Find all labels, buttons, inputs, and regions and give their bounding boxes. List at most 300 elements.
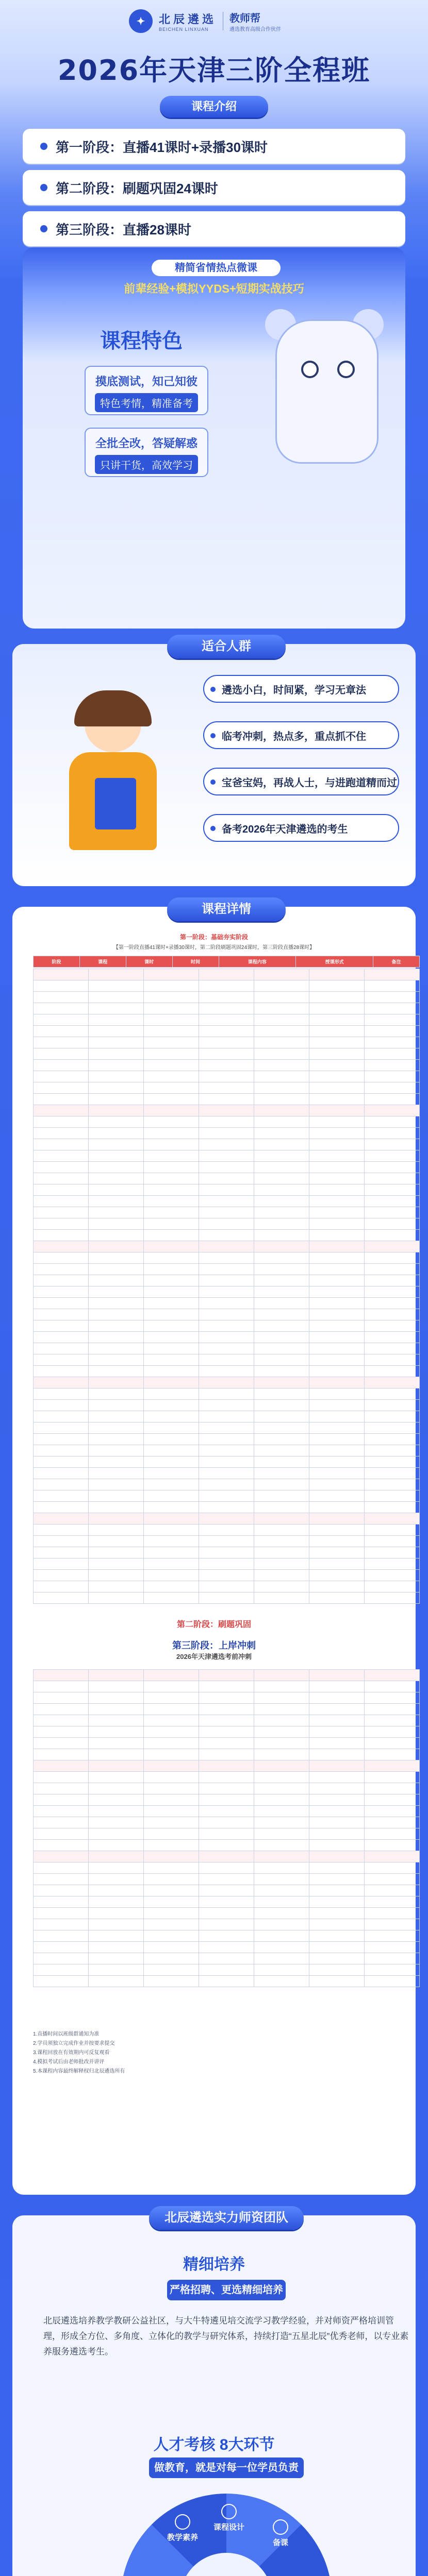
table-row bbox=[34, 1738, 420, 1749]
table-cell bbox=[199, 1434, 254, 1445]
table-cell bbox=[199, 1964, 254, 1976]
table-cell bbox=[144, 1218, 199, 1230]
table-cell bbox=[34, 1060, 89, 1071]
logo-cn: 北辰遴选 bbox=[159, 12, 217, 26]
table-cell bbox=[199, 1218, 254, 1230]
table-cell bbox=[309, 1456, 365, 1468]
table-cell bbox=[254, 1094, 309, 1105]
table-cell bbox=[89, 1434, 144, 1445]
table-cell bbox=[199, 1558, 254, 1570]
table-cell bbox=[34, 1794, 89, 1806]
table-cell bbox=[89, 1218, 144, 1230]
table-cell bbox=[365, 1286, 420, 1298]
table-cell bbox=[34, 1332, 89, 1343]
table-cell bbox=[89, 1048, 144, 1060]
table-cell bbox=[89, 1014, 144, 1026]
table-cell bbox=[199, 1162, 254, 1173]
table-cell bbox=[199, 1874, 254, 1885]
table-cell bbox=[309, 1230, 365, 1241]
table-cell bbox=[144, 1048, 199, 1060]
table-cell bbox=[309, 1184, 365, 1196]
table-cell bbox=[199, 1411, 254, 1422]
table-row bbox=[34, 1817, 420, 1828]
table-cell bbox=[309, 1366, 365, 1377]
table-cell bbox=[144, 1592, 199, 1604]
table-cell bbox=[365, 1105, 420, 1116]
table-cell bbox=[254, 1794, 309, 1806]
table-row bbox=[34, 1513, 420, 1524]
table-cell bbox=[34, 1445, 89, 1456]
table-cell bbox=[144, 1184, 199, 1196]
table-cell bbox=[365, 1298, 420, 1309]
table-cell bbox=[89, 1207, 144, 1218]
table-cell bbox=[34, 1116, 89, 1128]
table-cell bbox=[365, 1377, 420, 1388]
table-row bbox=[34, 1332, 420, 1343]
table-cell bbox=[34, 1964, 89, 1976]
table-cell bbox=[144, 1704, 199, 1715]
table-cell bbox=[34, 1760, 89, 1772]
table-cell bbox=[309, 1003, 365, 1014]
table-cell bbox=[144, 1896, 199, 1908]
table-cell bbox=[34, 1128, 89, 1139]
table-cell bbox=[365, 1851, 420, 1862]
table-cell bbox=[89, 1704, 144, 1715]
table-cell bbox=[144, 1196, 199, 1207]
detail-table-body bbox=[33, 969, 420, 1604]
page-title: 2026年天津三阶全程班 bbox=[57, 54, 371, 87]
table-cell bbox=[144, 1354, 199, 1366]
section2-title: 人才考核 8大环节 bbox=[153, 2436, 275, 2453]
table-cell bbox=[144, 1105, 199, 1116]
table-cell bbox=[309, 1298, 365, 1309]
table-cell bbox=[199, 1772, 254, 1783]
table-cell bbox=[309, 1953, 365, 1964]
table-cell bbox=[254, 1434, 309, 1445]
table-cell bbox=[199, 992, 254, 1003]
table-cell bbox=[34, 1422, 89, 1434]
table-cell bbox=[89, 1670, 144, 1681]
table-row bbox=[34, 1896, 420, 1908]
table-cell bbox=[199, 1828, 254, 1840]
table-cell bbox=[199, 1749, 254, 1760]
table-cell bbox=[365, 980, 420, 992]
table-row bbox=[34, 1252, 420, 1264]
table-cell bbox=[34, 1196, 89, 1207]
table-cell bbox=[89, 1445, 144, 1456]
table-cell bbox=[365, 1692, 420, 1704]
table-row bbox=[34, 1953, 420, 1964]
table-cell bbox=[309, 980, 365, 992]
table-row bbox=[34, 1150, 420, 1162]
table-cell bbox=[365, 1953, 420, 1964]
teach-icon bbox=[175, 2514, 190, 2530]
table-cell bbox=[309, 1490, 365, 1502]
table-cell bbox=[89, 1309, 144, 1320]
table-cell bbox=[34, 1026, 89, 1037]
table-cell bbox=[144, 1908, 199, 1919]
table-cell bbox=[309, 1919, 365, 1930]
table-cell bbox=[144, 1749, 199, 1760]
table-row bbox=[34, 1377, 420, 1388]
table-cell bbox=[34, 1681, 89, 1692]
table-cell bbox=[144, 1094, 199, 1105]
table-cell bbox=[309, 1794, 365, 1806]
table-cell bbox=[309, 1502, 365, 1513]
table-cell bbox=[144, 1026, 199, 1037]
table-cell bbox=[89, 1760, 144, 1772]
tag-detail: 课程详情 bbox=[167, 897, 286, 921]
table-cell bbox=[89, 1930, 144, 1942]
table-cell bbox=[309, 1479, 365, 1490]
table-cell bbox=[34, 1524, 89, 1536]
table-row bbox=[34, 1468, 420, 1479]
table-cell bbox=[309, 1885, 365, 1896]
table-cell bbox=[199, 1048, 254, 1060]
table-cell bbox=[254, 1184, 309, 1196]
table-cell bbox=[89, 1343, 144, 1354]
table-cell bbox=[89, 1919, 144, 1930]
table-cell bbox=[34, 1037, 89, 1048]
table-cell bbox=[365, 1964, 420, 1976]
course-line: 前辈经验+模拟YYDS+短期实战技巧 bbox=[124, 282, 304, 295]
table-cell bbox=[254, 1037, 309, 1048]
table-cell bbox=[309, 1139, 365, 1150]
table-cell bbox=[365, 1218, 420, 1230]
table-cell bbox=[199, 1320, 254, 1332]
table-cell bbox=[365, 1173, 420, 1184]
table-cell bbox=[309, 1749, 365, 1760]
table-cell bbox=[144, 1241, 199, 1252]
table-cell bbox=[254, 1479, 309, 1490]
table-cell bbox=[254, 1275, 309, 1286]
table-cell bbox=[199, 1806, 254, 1817]
table-cell bbox=[34, 1817, 89, 1828]
table-cell bbox=[199, 1071, 254, 1082]
table-cell bbox=[199, 1592, 254, 1604]
table-cell bbox=[34, 1434, 89, 1445]
table-cell bbox=[34, 1456, 89, 1468]
table-cell bbox=[144, 1445, 199, 1456]
table-row bbox=[34, 1128, 420, 1139]
table-cell bbox=[309, 1264, 365, 1275]
table-row bbox=[34, 1343, 420, 1354]
table-cell bbox=[89, 1840, 144, 1851]
table-cell bbox=[89, 1230, 144, 1241]
table-cell bbox=[254, 969, 309, 980]
table-cell bbox=[365, 992, 420, 1003]
table-cell bbox=[365, 1840, 420, 1851]
table-cell bbox=[199, 1150, 254, 1162]
table-cell bbox=[89, 1388, 144, 1400]
table-cell bbox=[365, 1885, 420, 1896]
table-cell bbox=[254, 1128, 309, 1139]
table-cell bbox=[89, 1332, 144, 1343]
table-cell bbox=[34, 1094, 89, 1105]
table-cell bbox=[34, 1726, 89, 1738]
table-cell bbox=[365, 1468, 420, 1479]
table-cell bbox=[199, 1681, 254, 1692]
table-cell bbox=[89, 1060, 144, 1071]
table-cell bbox=[89, 1003, 144, 1014]
table-cell bbox=[199, 1275, 254, 1286]
table-cell bbox=[365, 969, 420, 980]
table-cell bbox=[199, 1422, 254, 1434]
table-cell bbox=[89, 1502, 144, 1513]
table-cell bbox=[34, 1150, 89, 1162]
table-row bbox=[34, 1502, 420, 1513]
table-cell bbox=[34, 1772, 89, 1783]
table-cell bbox=[144, 1207, 199, 1218]
table-cell bbox=[254, 1930, 309, 1942]
table-cell bbox=[34, 1014, 89, 1026]
table-cell bbox=[89, 1794, 144, 1806]
table-cell bbox=[309, 1547, 365, 1558]
crowd-item-4: 备考2026年天津遴选的考生 bbox=[203, 814, 399, 842]
table-cell bbox=[89, 1524, 144, 1536]
table-cell bbox=[34, 1218, 89, 1230]
table-cell bbox=[34, 1908, 89, 1919]
table-cell bbox=[365, 1862, 420, 1874]
table-cell bbox=[144, 992, 199, 1003]
table-cell bbox=[309, 1026, 365, 1037]
table-row bbox=[34, 1479, 420, 1490]
tag-course-intro: 课程介绍 bbox=[160, 96, 268, 117]
table-cell bbox=[144, 1670, 199, 1681]
table-row bbox=[34, 1930, 420, 1942]
table-cell bbox=[365, 1479, 420, 1490]
table-cell bbox=[365, 1014, 420, 1026]
table-row bbox=[34, 1173, 420, 1184]
table-cell bbox=[365, 1536, 420, 1547]
table-cell bbox=[89, 992, 144, 1003]
table-cell bbox=[254, 1558, 309, 1570]
table-cell bbox=[309, 1445, 365, 1456]
table-cell bbox=[144, 1275, 199, 1286]
table-cell bbox=[365, 1919, 420, 1930]
table-cell bbox=[89, 1150, 144, 1162]
table-cell bbox=[89, 1196, 144, 1207]
table-cell bbox=[144, 1139, 199, 1150]
table-cell bbox=[34, 1738, 89, 1749]
table-cell bbox=[34, 1806, 89, 1817]
table-row bbox=[34, 1592, 420, 1604]
table-cell bbox=[365, 1184, 420, 1196]
stage2-title: 第二阶段：刷题巩固 bbox=[176, 1620, 251, 1629]
table-cell bbox=[144, 1037, 199, 1048]
table-cell bbox=[254, 1964, 309, 1976]
table-cell bbox=[199, 1479, 254, 1490]
table-cell bbox=[254, 1252, 309, 1264]
table-cell bbox=[365, 1942, 420, 1953]
table-cell bbox=[254, 1060, 309, 1071]
hero bbox=[0, 0, 428, 278]
table-row bbox=[34, 1434, 420, 1445]
table-cell bbox=[89, 1037, 144, 1048]
course-head: 精简省情热点微课 bbox=[152, 260, 281, 276]
table-cell bbox=[309, 1817, 365, 1828]
table-cell bbox=[309, 1082, 365, 1094]
table-cell bbox=[309, 1173, 365, 1184]
table-cell bbox=[309, 1332, 365, 1343]
table-cell bbox=[309, 1930, 365, 1942]
table-cell bbox=[365, 1749, 420, 1760]
table-row bbox=[34, 1570, 420, 1581]
table-row bbox=[34, 1388, 420, 1400]
table-cell bbox=[199, 1252, 254, 1264]
table-cell bbox=[199, 1692, 254, 1704]
table-cell bbox=[254, 1332, 309, 1343]
table-cell bbox=[365, 1547, 420, 1558]
prepare-icon bbox=[273, 2519, 288, 2535]
table-cell bbox=[254, 1071, 309, 1082]
logo-icon: ✦ bbox=[129, 9, 153, 33]
table-cell bbox=[254, 1048, 309, 1060]
table-cell bbox=[34, 1411, 89, 1422]
table-cell bbox=[365, 1570, 420, 1581]
table-row bbox=[34, 1919, 420, 1930]
table-row bbox=[34, 1749, 420, 1760]
table-cell bbox=[144, 1547, 199, 1558]
table-cell bbox=[199, 1726, 254, 1738]
table-cell bbox=[34, 1388, 89, 1400]
table-cell bbox=[309, 1411, 365, 1422]
table-cell bbox=[89, 1772, 144, 1783]
table-cell bbox=[144, 1862, 199, 1874]
table-cell bbox=[365, 1524, 420, 1536]
table-cell bbox=[365, 1094, 420, 1105]
table-cell bbox=[309, 1048, 365, 1060]
table-cell bbox=[34, 1896, 89, 1908]
table-cell bbox=[34, 1230, 89, 1241]
table-row bbox=[34, 1241, 420, 1252]
table-cell bbox=[34, 1547, 89, 1558]
table-cell bbox=[144, 1150, 199, 1162]
table-cell bbox=[254, 1456, 309, 1468]
table-cell bbox=[199, 1908, 254, 1919]
table-row bbox=[34, 1524, 420, 1536]
table-cell bbox=[365, 1760, 420, 1772]
table-cell bbox=[144, 1828, 199, 1840]
table-cell bbox=[365, 1422, 420, 1434]
table-cell bbox=[365, 1388, 420, 1400]
table-cell bbox=[365, 1060, 420, 1071]
table-cell bbox=[309, 1681, 365, 1692]
table-cell bbox=[34, 1139, 89, 1150]
table-cell bbox=[254, 1817, 309, 1828]
table-cell bbox=[144, 1726, 199, 1738]
table-cell bbox=[365, 1783, 420, 1794]
table-cell bbox=[254, 1241, 309, 1252]
table-cell bbox=[144, 980, 199, 992]
table-cell bbox=[254, 1468, 309, 1479]
table-cell bbox=[89, 1162, 144, 1173]
table-cell bbox=[309, 1218, 365, 1230]
table-cell bbox=[34, 1715, 89, 1726]
table-cell bbox=[365, 1150, 420, 1162]
table-cell bbox=[309, 1828, 365, 1840]
table-cell bbox=[254, 1570, 309, 1581]
table-cell bbox=[309, 1354, 365, 1366]
table-cell bbox=[89, 1817, 144, 1828]
table-cell bbox=[254, 1139, 309, 1150]
table-cell bbox=[309, 1116, 365, 1128]
table-cell bbox=[309, 1094, 365, 1105]
bullet-icon bbox=[40, 184, 47, 191]
table-cell bbox=[309, 1908, 365, 1919]
table-cell bbox=[89, 1298, 144, 1309]
table-cell bbox=[309, 1014, 365, 1026]
table-cell bbox=[89, 1116, 144, 1128]
table-cell bbox=[144, 1570, 199, 1581]
table-cell bbox=[309, 1704, 365, 1715]
table-cell bbox=[365, 1207, 420, 1218]
table-cell bbox=[309, 1309, 365, 1320]
table-cell bbox=[254, 1196, 309, 1207]
table-cell bbox=[144, 1116, 199, 1128]
tag-crowd: 适合人群 bbox=[167, 635, 286, 658]
table-cell bbox=[254, 1014, 309, 1026]
table-cell bbox=[309, 1060, 365, 1071]
table-cell bbox=[144, 1366, 199, 1377]
table-cell bbox=[309, 1783, 365, 1794]
table-cell bbox=[89, 1354, 144, 1366]
table-cell bbox=[254, 1116, 309, 1128]
table-cell bbox=[199, 1760, 254, 1772]
table-cell bbox=[309, 1840, 365, 1851]
table-cell bbox=[144, 969, 199, 980]
table-row bbox=[34, 1218, 420, 1230]
table-row bbox=[34, 1139, 420, 1150]
table-cell bbox=[199, 1343, 254, 1354]
table-cell bbox=[34, 1749, 89, 1760]
table-cell bbox=[199, 1862, 254, 1874]
table-cell bbox=[199, 1783, 254, 1794]
table-cell bbox=[365, 1681, 420, 1692]
table-row bbox=[34, 1264, 420, 1275]
table-cell bbox=[199, 1547, 254, 1558]
table-cell bbox=[89, 1581, 144, 1592]
table-cell bbox=[199, 1400, 254, 1411]
table-cell bbox=[89, 1264, 144, 1275]
table-cell bbox=[254, 1851, 309, 1862]
table-cell bbox=[34, 1874, 89, 1885]
table-cell bbox=[89, 1547, 144, 1558]
table-cell bbox=[89, 1828, 144, 1840]
table-cell bbox=[254, 1230, 309, 1241]
table-row bbox=[34, 1547, 420, 1558]
table-cell bbox=[89, 1422, 144, 1434]
table-row bbox=[34, 1422, 420, 1434]
table-cell bbox=[144, 1377, 199, 1388]
table-cell bbox=[199, 1309, 254, 1320]
table-cell bbox=[144, 1343, 199, 1354]
table-cell bbox=[144, 1014, 199, 1026]
table-row bbox=[34, 1783, 420, 1794]
table-cell bbox=[309, 1581, 365, 1592]
table-cell bbox=[365, 1241, 420, 1252]
table-cell bbox=[365, 1490, 420, 1502]
table-cell bbox=[365, 1320, 420, 1332]
table-cell bbox=[199, 1468, 254, 1479]
table-cell bbox=[34, 1479, 89, 1490]
table-cell bbox=[309, 1942, 365, 1953]
table-cell bbox=[254, 1908, 309, 1919]
table-cell bbox=[254, 1840, 309, 1851]
table-cell bbox=[309, 1772, 365, 1783]
table-cell bbox=[254, 1513, 309, 1524]
feature-box-1: 摸底测试，知己知彼 特色考情，精准备考 bbox=[85, 366, 208, 415]
